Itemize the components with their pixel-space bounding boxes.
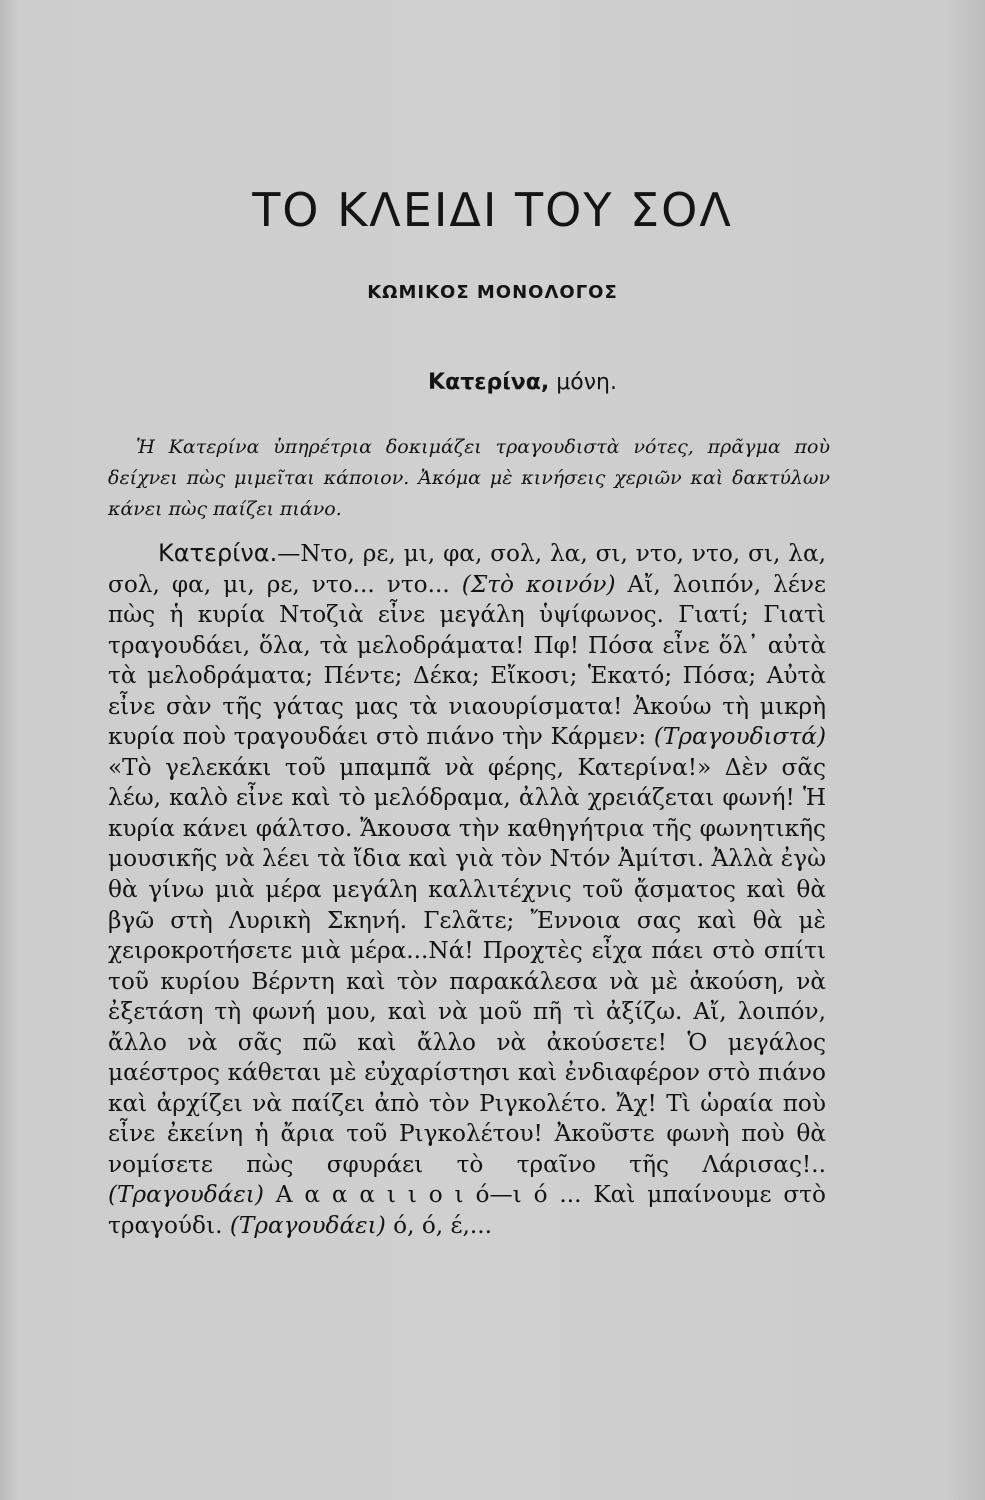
stage-direction: Ἡ Κατερίνα ὑπηρέτρια δοκιμάζει τραγουδιστὰ νότες, πρᾶγμα ποὺ δείχνει πὼς μιμεῖται κάποιον. Ἀκόμα μὲ κινήσεις χεριῶν καὶ δακτύλων κάνει πὼς παίζει πιάνο. [108,436,830,520]
monologue-segment: Αἴ, λοιπόν, λένε πὼς ἡ κυρία Ντοζιὰ εἶνε μεγάλη ὑψίφωνος. Γιατί; Γιατὶ τραγουδάει, ὅλα, τὰ μελοδράματα! Πφ! Πόσα εἶνε ὅλ᾿ αὐτὰ τὰ μελοδράματα; Πέντε; Δέκα; Εἴκοσι; Ἑκατό; Πόσα; Αὐτὰ εἶνε σὰν τῆς γάτας μας τὰ νιαουρίσματα! Ἀκούω τὴ μικρὴ κυρία ποὺ τραγουδάει στὸ πιάνο τὴν Κάρμεν: [108,570,826,751]
character-note: μόνη. [556,370,617,395]
monologue-segment: «Τὸ γελεκάκι τοῦ μπαμπᾶ νὰ φέρης, Κατερίνα!» Δὲν σᾶς λέω, καλὸ εἶνε καὶ τὸ μελόδραμα, ἀλλὰ χρειάζεται φωνή! Ἡ κυρία κάνει φάλτσο. Ἄκουσα τὴν καθηγήτρια τῆς φωνητικῆς μουσικῆς νὰ λέει τὰ ἴδια καὶ γιὰ τὸν Ντόν Ἀμίτσι. Ἀλλὰ ἐγὼ θὰ γίνω μιὰ μέρα μεγάλη καλλιτέχνις τοῦ ᾄσματος καὶ θὰ βγῶ στὴ Λυρικὴ Σκηνή. Γελᾶτε; Ἔννοια σας καὶ θὰ μὲ χειροκροτήσετε μιὰ μέρα...Νά! Προχτὲς εἶχα πάει στὸ σπίτι τοῦ κυρίου Βέρντη καὶ τὸν παρακάλεσα νὰ μὲ ἀκούση, νὰ ἐξετάση τὴ φωνή μου, καὶ νὰ μοῦ πῆ τὶ ἀξίζω. Αἴ, λοιπόν, ἄλλο νὰ σᾶς πῶ καὶ ἄλλο νὰ ἀκούσετε! Ὁ μεγάλος μαέστρος κάθεται μὲ εὐχαρίστησι καὶ ἐνδιαφέρον στὸ πιάνο καὶ ἀρχίζει νὰ παίζει ἀπὸ τὸν Ριγκολέτο. Ἄχ! Τὶ ὡραία ποὺ εἶνε ἐκείνη ἡ ἄρια τοῦ Ριγκολέτου! Ἀκοῦστε φωνὴ ποὺ θὰ νομίσετε πὼς σφυράει τὸ τραῖνο τῆς Λάρισας!.. [108,753,826,1178]
page-subtitle: ΚΩΜΙΚΟΣ ΜΟΝΟΛΟΓΟΣ [367,282,618,303]
monologue-segment: —Ντο, ρε, μι, φα, σολ, λα, σι, ντο, ντο, σι, λα, σολ, φα, μι, ρε, ντο... ντο... [108,540,826,598]
stage-note: (Τραγουδάει) [229,1212,386,1240]
monologue-segment: Α α α α ι ι ο ι ό—ι ό ... Καὶ μπαίνουμε στὸ τραγούδι. [108,1181,826,1240]
speaker-name: Κατερίνα. [158,539,278,567]
character-name: Κατερίνα, [428,370,550,395]
stage-note: (Τραγουδάει) [108,1181,264,1209]
monologue-segment: ό, ό, έ,... [385,1212,493,1240]
stage-note: (Στὸ κοινόν) [461,570,616,598]
monologue-text [108,538,826,1242]
character-line [0,370,985,395]
page-title: ΤΟ ΚΛΕΙΔΙ ΤΟΥ ΣΟΛ [252,183,733,237]
stage-note: (Τραγουδιστά) [653,723,826,751]
